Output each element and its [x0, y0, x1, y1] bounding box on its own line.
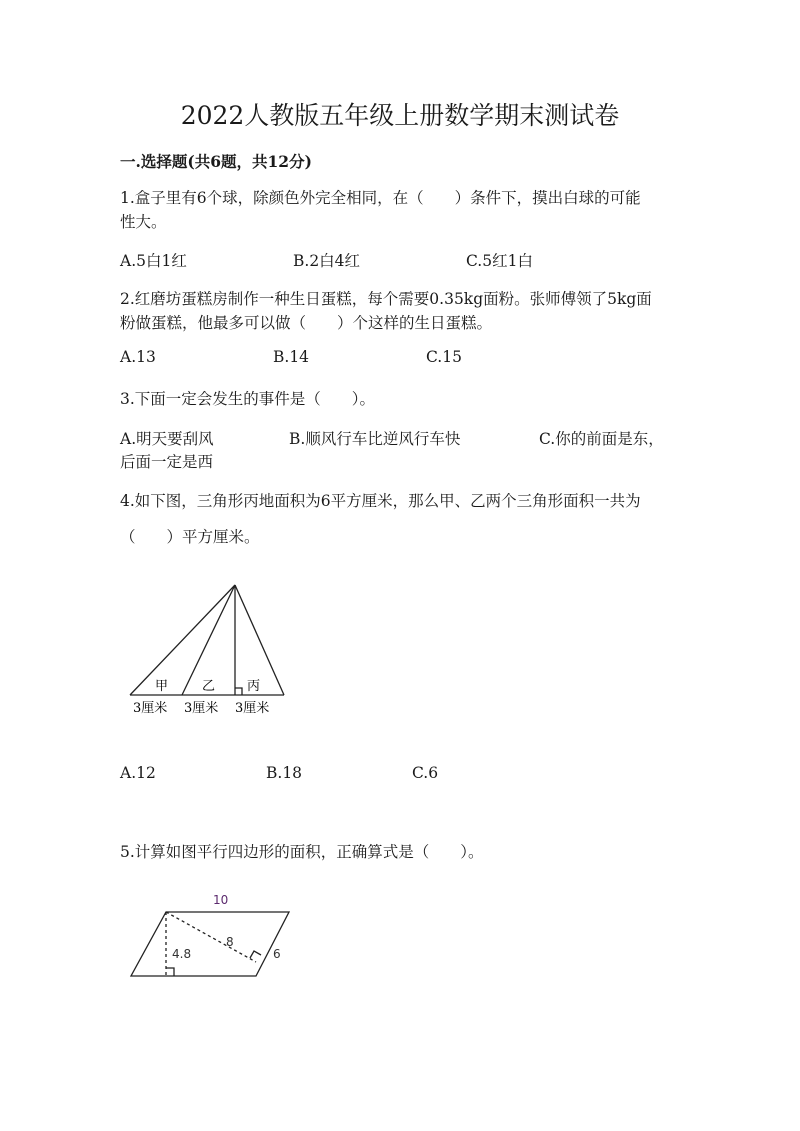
- question-5-line-1: 5.计算如图平行四边形的面积，正确算式是（ ）。: [120, 843, 484, 861]
- question-3-option-c: C.你的前面是东，: [539, 430, 664, 448]
- question-2-line-2: 粉做蛋糕，他最多可以做（ ）个这样的生日蛋糕。: [120, 314, 493, 332]
- question-1-line-2: 性大。: [120, 213, 167, 231]
- question-1-option-a: A.5白1红: [120, 252, 187, 270]
- question-3-option-b: B.顺风行车比逆风行车快: [289, 430, 461, 448]
- page-title: 2022人教版五年级上册数学期末测试卷: [180, 101, 620, 130]
- question-3-line-1: 3.下面一定会发生的事件是（ ）。: [120, 390, 376, 408]
- triangle-figure: [125, 580, 305, 720]
- base-label-1: 3厘米: [133, 701, 168, 716]
- section-heading: 一.选择题(共6题，共12分): [120, 152, 312, 171]
- parallelogram-height-label: 4.8: [172, 947, 192, 961]
- question-3-option-c-continued: 后面一定是西: [120, 453, 214, 471]
- triangle-label-jia: 甲: [155, 679, 169, 694]
- parallelogram-figure: [125, 890, 305, 980]
- question-2-option-c: C.15: [426, 348, 462, 366]
- triangle-label-yi: 乙: [202, 679, 216, 694]
- question-4-option-c: C.6: [412, 764, 439, 782]
- base-label-2: 3厘米: [184, 701, 219, 716]
- parallelogram-side-label: 6: [273, 947, 281, 961]
- triangle-label-bing: 丙: [247, 679, 261, 694]
- question-4-line-2: （ ）平方厘米。: [120, 528, 260, 546]
- question-2-option-b: B.14: [273, 348, 310, 366]
- base-label-3: 3厘米: [235, 701, 270, 716]
- question-3-option-a: A.明天要刮风: [120, 430, 214, 448]
- question-1-line-1: 1.盒子里有6个球，除颜色外完全相同，在（ ）条件下，摸出白球的可能: [120, 189, 641, 207]
- question-4-option-a: A.12: [120, 764, 156, 782]
- question-2-line-1: 2.红磨坊蛋糕房制作一种生日蛋糕，每个需要0.35kg面粉。张师傅领了5kg面: [120, 290, 652, 308]
- question-2-option-a: A.13: [120, 348, 156, 366]
- question-1-option-b: B.2白4红: [293, 252, 361, 270]
- parallelogram-top-label: 10: [213, 893, 229, 907]
- question-4-line-1: 4.如下图，三角形丙地面积为6平方厘米，那么甲、乙两个三角形面积一共为: [120, 492, 641, 510]
- question-1-option-c: C.5红1白: [466, 252, 533, 270]
- parallelogram-diagonal-label: 8: [226, 935, 234, 949]
- question-4-option-b: B.18: [266, 764, 303, 782]
